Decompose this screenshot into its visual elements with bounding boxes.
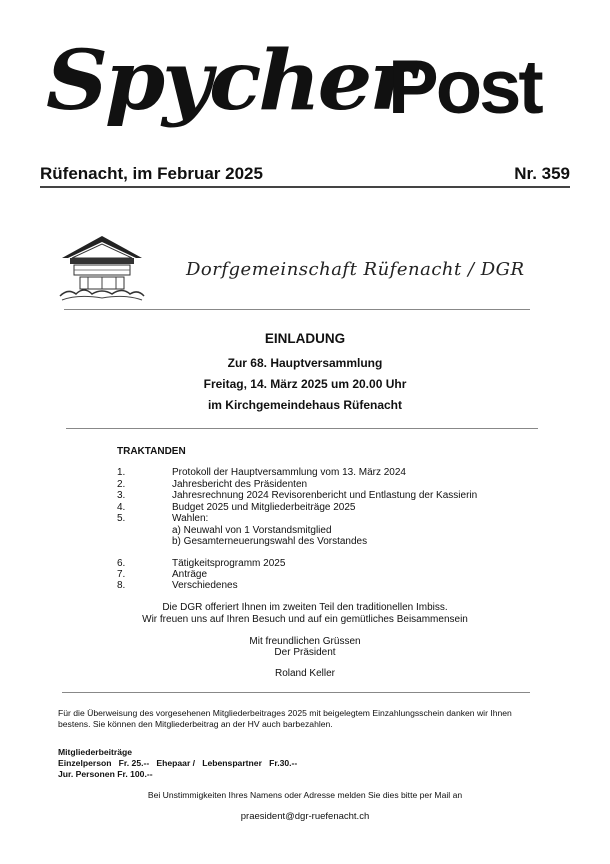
issue-number: Nr. 359 [514, 164, 570, 183]
signature-name: Roland Keller [274, 668, 336, 679]
agenda-item: 7. Anträge [117, 569, 208, 580]
divider [66, 428, 538, 429]
contact-text: Bei Unstimmigkeiten Ihres Namens oder Adresse melden Sie dies bitte per Mail an [147, 790, 463, 800]
fees-title: Mitgliederbeiträge [58, 747, 133, 757]
invitation-heading: EINLADUNG [264, 331, 346, 346]
fees-line-1: Einzelperson Fr. 25.-- Ehepaar / Lebenspartner Fr.30.-- [58, 758, 298, 768]
invitation-line-3: im Kirchgemeindehaus Rüfenacht [207, 398, 403, 412]
organization-name: Dorfgemeinschaft Rüfenacht / DGR [186, 259, 525, 280]
agenda-item: 3. Jahresrechnung 2024 Revisorenbericht und Entlastung der Kassierin [117, 490, 478, 501]
agenda-item: 1. Protokoll der Hauptversammlung vom 13. März 2024 [117, 467, 406, 478]
invitation-line-1: Zur 68. Hauptversammlung [227, 356, 383, 370]
contact-email[interactable]: praesident@dgr-ruefenacht.ch [240, 811, 370, 822]
masthead-title-bold: Post [388, 45, 541, 130]
greeting-role: Der Präsident [274, 647, 336, 658]
divider [64, 309, 530, 310]
closing-line-1: Die DGR offeriert Ihnen im zweiten Teil den traditionellen Imbiss. [162, 602, 448, 613]
masthead-title-blackletter: Spycher [46, 33, 412, 129]
invitation-line-2: Freitag, 14. März 2025 um 20.00 Uhr [203, 377, 407, 391]
issue-place-date: Rüfenacht, im Februar 2025 [40, 164, 263, 183]
divider [62, 692, 530, 693]
agenda-item: 8. Verschiedenes [117, 580, 238, 591]
closing-line-2: Wir freuen uns auf Ihren Besuch und auf ein gemütliches Beisammensein [142, 614, 468, 625]
masthead [40, 33, 580, 154]
house-logo-icon [58, 232, 146, 302]
agenda-item: 6. Tätigkeitsprogramm 2025 [117, 558, 286, 569]
payment-note: Für die Überweisung des vorgesehenen Mitgliederbeitrages 2025 mit beigelegtem Einzahlungsschein danken wir Ihnen bestens. Sie können den Mitgliederbeitrag an der HV auch barbezahlen. [58, 708, 512, 729]
agenda-subitem: b) Gesamterneuerungswahl des Vorstandes [172, 536, 368, 547]
greeting: Mit freundlichen Grüssen [249, 636, 361, 647]
fees-line-2: Jur. Personen Fr. 100.-- [58, 769, 153, 779]
agenda-title: TRAKTANDEN [117, 446, 186, 457]
agenda-item: 5. Wahlen: [117, 513, 209, 524]
agenda-item: 4. Budget 2025 und Mitgliederbeiträge 2025 [117, 502, 356, 513]
agenda-item: 2. Jahresbericht des Präsidenten [117, 479, 308, 490]
issue-line [40, 164, 570, 188]
agenda-subitem: a) Neuwahl von 1 Vorstandsmitglied [172, 525, 332, 536]
fees-block [58, 747, 297, 780]
